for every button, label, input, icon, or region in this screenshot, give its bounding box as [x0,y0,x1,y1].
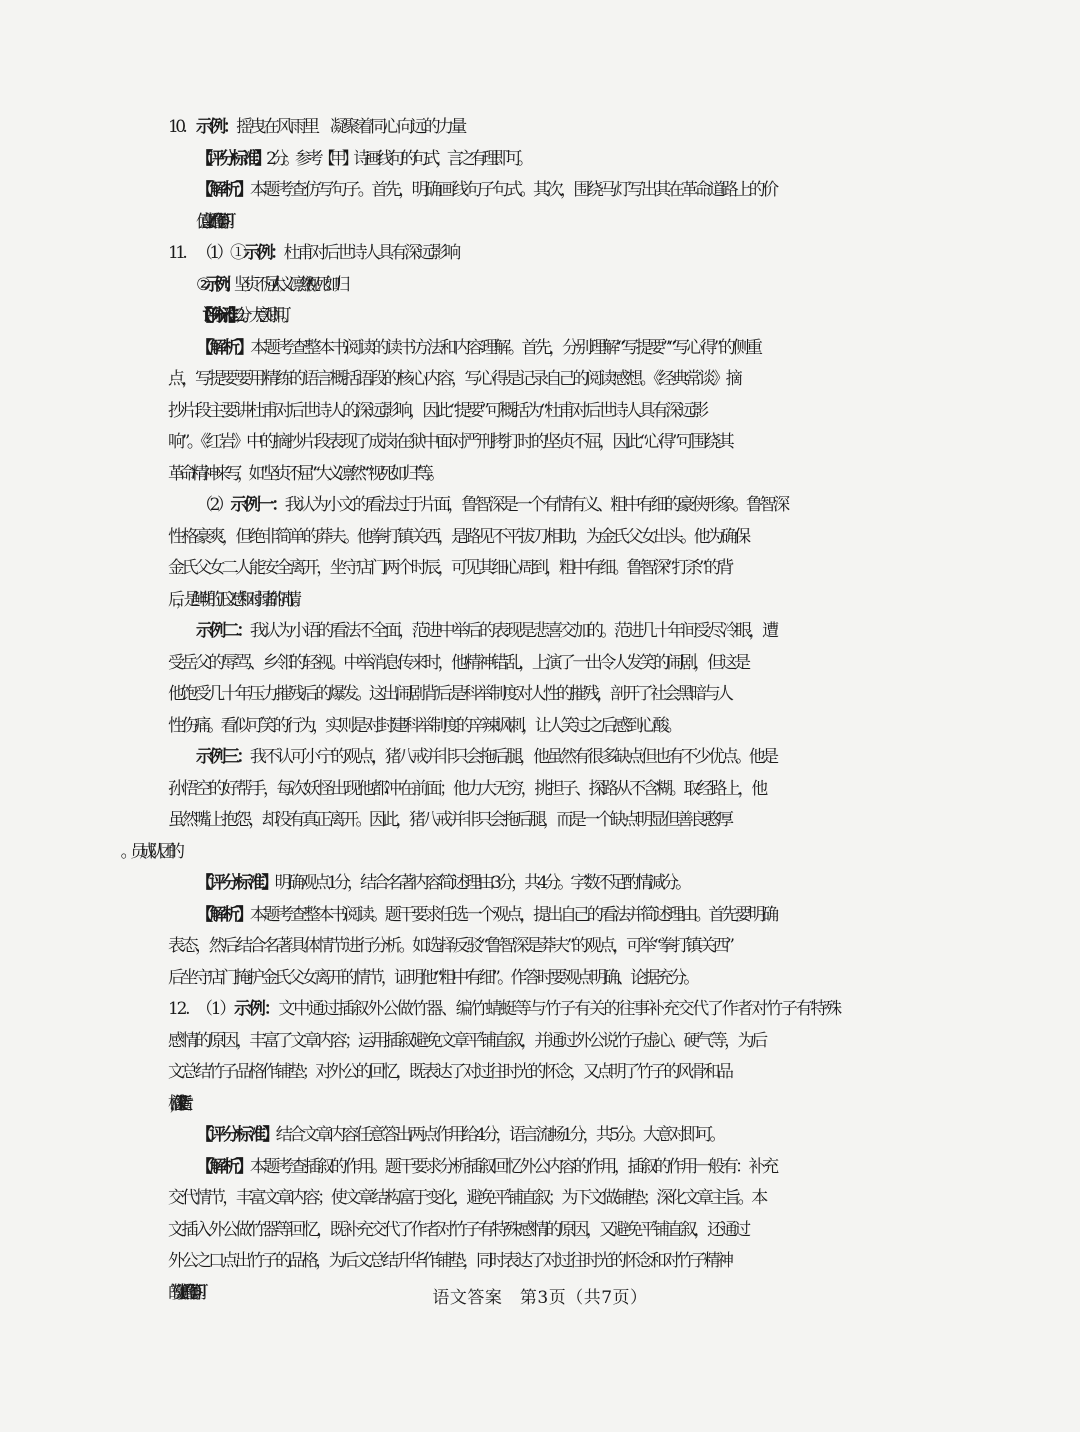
q11-example-1-line: 金氏父女二人能安全离开，坐守店门两个时辰，可见其细心周到，粗中有细。鲁智深“打杀”的背 [168,558,731,578]
example-text: 坚贞不屈 / 大义凛然 / 视死如归 [233,274,344,295]
example-text: 摇曳在风雨里 凝聚着同心向远的力量 [236,117,464,137]
q11-analysis-1-line: 抄片段主要讲杜甫对后世诗人的深远影响，因此“提要”可概括为“杜甫对后世诗人具有深远影 [168,400,706,421]
q11-analysis-2-line [0,900,1080,932]
q12-analysis-line: 外公之口点出竹子的品格，为后文总结升华作铺垫，同时表达了对过往时光的怀念和对竹子精神 [168,1251,731,1271]
q11-example-3-line [0,837,1080,869]
q11-analysis-2-line: 表态，然后结合名著具体情节进行分析。如选择反驳“鲁智深是莽夫”的观点，可举“拳打镇关西” [168,936,732,956]
part-prefix: （1） [196,999,235,1019]
q10-analysis-line [0,175,1080,207]
q11-example-1-line [0,490,1080,522]
example-text: 杜甫对后世诗人具有深远影响 [283,243,458,263]
q10-example [0,112,1080,144]
analysis-text: 本题考查整本书阅读的读书方法和内容理解。首先，分别理解“写提要”“写心得”的侧重 [250,337,760,358]
score-text: 结合文章内容任意答出两点作用给4分，语言流畅1分，共5分。大意对即可。 [275,1125,723,1145]
score-text: 2分。大意对即可。 [235,306,288,326]
analysis-label: 【解析】 [196,1156,250,1177]
q11-example-1-line: 后，是鲜明的正义感和对弱者的同情。 [168,589,301,610]
q12-part1-example-line: 文总结竹子品格作铺垫；对外公的回忆，既表达了对过往时光的怀念，又点明了竹子的风骨和品 [168,1062,731,1082]
page-footer: 语文答案 第3页（共7页） [432,1288,648,1308]
q12-analysis-line: 文插入外公做竹器等回忆，既补充交代了作者对竹子有特殊感情的原因，又避免平铺直叙，还通过 [168,1219,748,1240]
q11-analysis-1-line: 响”。《红岩》中的摘抄片段表现了成岗在狱中面对严刑拷打时的坚贞不屈，因此“心得”可围绕其 [168,432,732,452]
example-label: 示例三： [196,747,250,767]
part-prefix: （2） [196,495,231,515]
q11-analysis-1-line [0,333,1080,365]
q12-part1-example-line [0,994,1080,1026]
question-number: 10. [168,117,185,137]
example-label: 示例： [234,999,279,1019]
score-text: 2分。参考【甲】诗画线句的句式，言之有理即可。 [266,148,529,169]
q10-score [0,144,1080,176]
q11-example-2-line: 受岳父的辱骂、乡邻的轻视。中举消息传来时，他精神错乱，上演了一出令人发笑的闹剧，但这是 [168,652,748,673]
analysis-text: 本题考查仿写句子。首先，明确画线句子句式。其次，围绕马灯写出其在革命道路上的价 [249,180,776,200]
q11-analysis-2-line: 后坐守店门掩护金氏父女离开的情节，证明他“粗中有细”。作答时要观点明确、论据充分。 [168,967,697,988]
q11-example-2-line [0,616,1080,648]
score-label: 【评分标准】 [196,1125,276,1145]
answer-content [0,112,1080,1309]
part-prefix: ② [196,274,205,295]
q11-score-1 [0,301,1080,333]
question-number: 12. [168,999,189,1019]
q11-example-2-line: 性伤痛。看似可笑的行为，实则是对封建科举制度的辛辣讽刺，让人笑过之后感到心酸。 [168,715,679,736]
q12-score [0,1120,1080,1152]
q12-analysis-line [0,1152,1080,1184]
example-label: 示例： [196,117,237,137]
q11-analysis-1-line: 点，写提要要用精练的语言概括语段的核心内容，写心得是记录自己的阅读感想。《经典常谈》摘 [168,369,740,389]
score-text: 明确观点1分，结合名著内容简述理由3分，共4分。字数不足酌情减分。 [274,873,689,893]
q11-example-3-line [0,742,1080,774]
score-label: 【评分标准】 [196,148,267,169]
q12-analysis-line: 的赞美。据此作答即可。 [168,1282,198,1303]
q11-example-3-line: 孙悟空的好帮手，每次妖怪出现他都冲在前面；他力大无穷，挑担子、探路从不含糊。取经路上，他 [168,778,765,799]
question-number: 11. [168,243,185,263]
analysis-text: 本题考查插叙的作用。题干要求分析插叙回忆外公内容的作用，插叙的作用一般有：补充 [249,1156,776,1177]
analysis-label: 【解析】 [196,180,250,200]
q11-example-1-line: 性格豪爽，但绝非简单的莽夫。他拳打镇关西，是路见不平拔刀相助，为金氏父女出头。他为确保 [168,526,748,547]
q12-part1-example-line: 格，深化了文章主旨。 [168,1093,180,1114]
q11-part1-example [0,238,1080,270]
example-text: 我认为小文的看法过于片面，鲁智深是一个有情有义、粗中有细的豪侠形象。鲁智深 [284,495,787,515]
q10-analysis-line: 值意义。据此作答即可。 [196,211,226,232]
q11-analysis-1-line: 革命精神来写，如“坚贞不屈”“大义凛然”“视死如归”等。 [168,463,440,484]
q12-analysis-line: 交代情节，丰富文章内容；使文章结构富于变化，避免平铺直叙；为下文做铺垫；深化文章主旨。本 [168,1188,765,1208]
score-label: 【评分标准】 [196,873,275,893]
example-label: 示例二： [196,621,250,641]
q12-part1-example-line: 感情的原因，丰富了文章内容；运用插叙避免文章平铺直叙，并通过外公说竹子虚心、硬气等，为后 [168,1030,765,1051]
score-label: 【评分标准】 [196,306,236,326]
part-prefix: （1）① [196,243,244,263]
analysis-label: 【解析】 [196,904,250,925]
q11-part1-example-2 [0,270,1080,302]
example-label: 示例一： [230,495,285,515]
q11-example-3-line: 虽然嘴上抱怨，却没有真正离开。因此，猪八戒并非只会拖后腿，而是一个缺点明显但善良憨厚 [168,810,731,830]
example-label: 示例： [243,243,284,263]
example-text: 我不认可小宁的观点，猪八戒并非只会拖后腿，他虽然有很多缺点但也有不少优点。他是 [249,747,776,767]
example-text: 我认为小语的看法不全面，范进中举后的表现是悲喜交加的。范进几十年间受尽冷眼，遭 [249,621,776,641]
example-text: 文中通过插叙外公做竹器、编竹蜻蜓等与竹子有关的往事补充交代了作者对竹子有特殊 [278,999,840,1019]
q11-example-2-line: 他饱受几十年压力摧残后的爆发。这出闹剧背后是科举制度对人性的摧残，剖开了社会黑暗与人 [168,684,731,704]
analysis-label: 【解析】 [196,337,251,358]
q11-score-2 [0,868,1080,900]
analysis-text: 本题考查整本书阅读。题干要求任选一个观点，提出自己的看法并简述理由。首先要明确 [249,904,776,925]
example-label: 示例： [204,274,234,295]
